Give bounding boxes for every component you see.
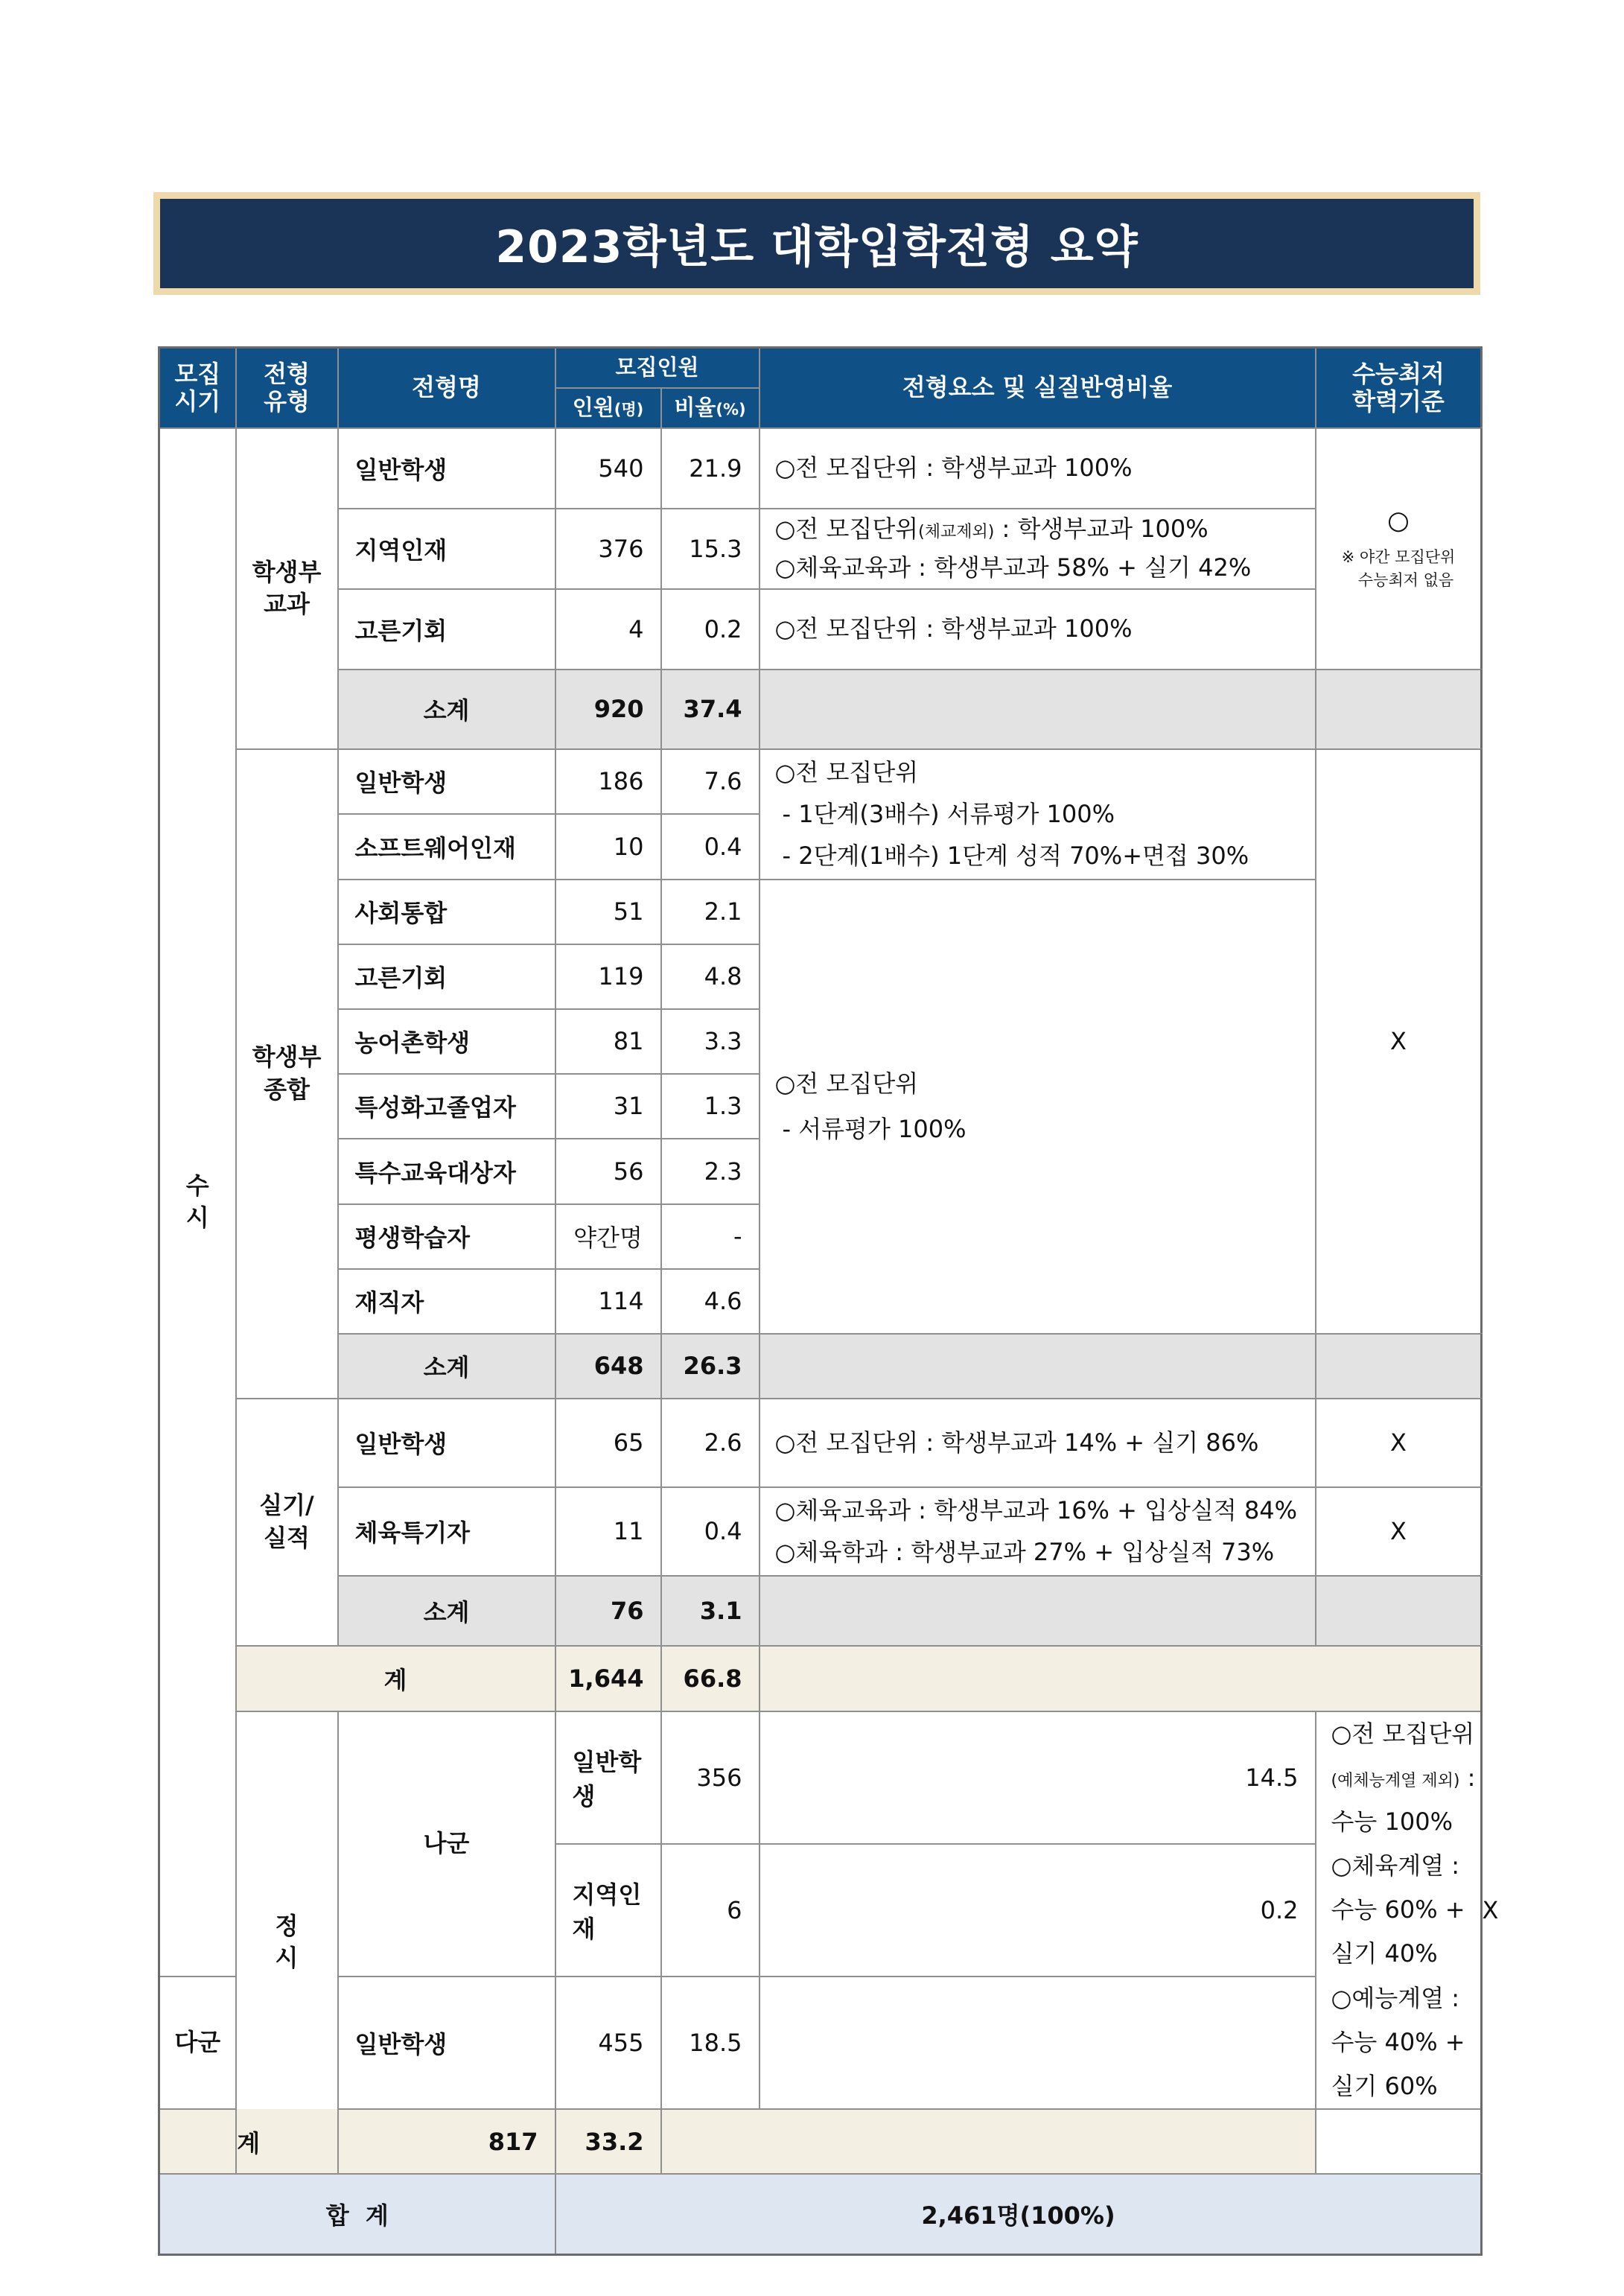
total-count: 1,644 [555, 1646, 661, 1711]
grand-total-value: 2,461명(100%) [555, 2174, 1482, 2254]
row-name: 일반학생 [338, 749, 555, 814]
minimum-gyogwa: ○ ※ 야간 모집단위 수능최저 없음 [1316, 428, 1482, 670]
row-count: 356 [661, 1711, 760, 1844]
total-count: 817 [338, 2109, 555, 2174]
table-row [159, 1977, 1482, 2109]
table-row [159, 1399, 1482, 1487]
row-count: 114 [555, 1269, 661, 1334]
row-ratio: 1.3 [661, 1074, 760, 1139]
row-ratio: - [661, 1204, 760, 1269]
total-label: 계 [236, 1646, 555, 1711]
row-ratio: 0.2 [661, 589, 760, 670]
row-count: 119 [555, 944, 661, 1009]
row-elements: ○전 모집단위 : 학생부교과 100% [760, 428, 1316, 509]
row-name: 지역인재 [338, 509, 555, 589]
type-na: 나군 [338, 1711, 555, 1977]
row-name: 고른기회 [338, 589, 555, 670]
table-row [159, 749, 1482, 814]
subtotal-label: 소계 [338, 1334, 555, 1399]
total-ratio: 66.8 [661, 1646, 760, 1711]
row-ratio: 0.2 [760, 1844, 1316, 1977]
row-ratio: 7.6 [661, 749, 760, 814]
row-ratio: 0.4 [661, 814, 760, 880]
total-label: 계 [159, 2109, 338, 2174]
total-blank [760, 1646, 1482, 1711]
row-ratio: 2.6 [661, 1399, 760, 1487]
row-count: 51 [555, 880, 661, 944]
row-count: 4 [555, 589, 661, 670]
row-name: 소프트웨어인재 [338, 814, 555, 880]
table-row [159, 589, 1482, 670]
row-name: 체육특기자 [338, 1487, 555, 1576]
total-row [159, 2109, 1482, 2174]
table-row [159, 1487, 1482, 1576]
subtotal-minimum [1316, 1334, 1482, 1399]
row-ratio: 0.4 [661, 1487, 760, 1576]
row-ratio: 18.5 [661, 1977, 760, 2109]
row-name: 고른기회 [338, 944, 555, 1009]
subtotal-elements [760, 1334, 1316, 1399]
row-name: 평생학습자 [338, 1204, 555, 1269]
page-title: 2023학년도 대학입학전형 요약 [495, 221, 1139, 273]
grand-total-row [159, 2174, 1482, 2254]
subtotal-elements [760, 670, 1316, 749]
row-name: 일반학생 [338, 428, 555, 509]
subtotal-row [159, 670, 1482, 749]
minimum-jonghap: X [1316, 749, 1482, 1334]
type-gyogwa: 학생부 교과 [236, 428, 338, 749]
subtotal-count: 648 [555, 1334, 661, 1399]
row-name: 재직자 [338, 1269, 555, 1334]
row-name: 특수교육대상자 [338, 1139, 555, 1204]
row-minimum: X [1316, 1487, 1482, 1576]
row-ratio: 15.3 [661, 509, 760, 589]
total-ratio: 33.2 [555, 2109, 661, 2174]
row-count: 6 [661, 1844, 760, 1977]
type-jonghap: 학생부 종합 [236, 749, 338, 1399]
row-ratio: 4.6 [661, 1269, 760, 1334]
subtotal-ratio: 3.1 [661, 1576, 760, 1646]
row-name: 지역인재 [555, 1844, 661, 1977]
row-minimum: X [1316, 1399, 1482, 1487]
elements-jonghap-b: ○전 모집단위 - 서류평가 100% [760, 880, 1316, 1334]
period-jeongsi: 정 시 [236, 1711, 338, 2175]
row-elements: ○체육교육과 : 학생부교과 16% + 입상실적 84% ○체육학과 : 학생부교과 27% + 입상실적 73% [760, 1487, 1316, 1576]
subtotal-label: 소계 [338, 1576, 555, 1646]
header-elements: 전형요소 및 실질반영비율 [760, 348, 1316, 428]
type-silgi: 실기/ 실적 [236, 1399, 338, 1646]
page-title-banner [153, 192, 1480, 295]
subtotal-minimum [1316, 670, 1482, 749]
row-elements: ○전 모집단위(체교제외) : 학생부교과 100% ○체육교육과 : 학생부교과 58% + 실기 42% [760, 509, 1316, 589]
row-name: 일반학생 [338, 1977, 555, 2109]
row-count: 376 [555, 509, 661, 589]
subtotal-label: 소계 [338, 670, 555, 749]
row-ratio: 14.5 [760, 1711, 1316, 1844]
row-elements: ○전 모집단위 : 학생부교과 14% + 실기 86% [760, 1399, 1316, 1487]
table-row [159, 428, 1482, 509]
header-quota: 모집인원 [555, 348, 760, 388]
table-row: 정 시 나군 일반학생 356 14.5 ○전 모집단위(예체능계열 제외) : 수능 100% ○체육계열 : 수능 60% + 실기 40% ○예능계열 : 수능 40% + 실기 60% X [159, 1711, 1482, 1844]
row-name: 일반학생 [338, 1399, 555, 1487]
header-period: 모집 시기 [159, 348, 236, 428]
elements-jeongsi: ○전 모집단위(예체능계열 제외) : 수능 100% ○체육계열 : 수능 60% + 실기 40% ○예능계열 : 수능 40% + 실기 60% [1316, 1711, 1482, 2110]
total-blank [661, 2109, 1316, 2174]
subtotal-ratio: 26.3 [661, 1334, 760, 1399]
row-name: 일반학생 [555, 1711, 661, 1844]
row-ratio: 3.3 [661, 1009, 760, 1074]
row-ratio: 2.1 [661, 880, 760, 944]
row-count: 10 [555, 814, 661, 880]
subtotal-elements [760, 1576, 1316, 1646]
subtotal-row [159, 1334, 1482, 1399]
header-count: 인원(명) [555, 388, 661, 428]
header-ratio: 비율(%) [661, 388, 760, 428]
row-count: 11 [555, 1487, 661, 1576]
row-ratio: 2.3 [661, 1139, 760, 1204]
grand-total-label: 합 계 [159, 2174, 555, 2254]
subtotal-count: 76 [555, 1576, 661, 1646]
total-row [159, 1646, 1482, 1711]
row-name: 사회통합 [338, 880, 555, 944]
row-count: 65 [555, 1399, 661, 1487]
row-ratio: 21.9 [661, 428, 760, 509]
row-count: 31 [555, 1074, 661, 1139]
header-row [159, 348, 1482, 388]
period-susi: 수 시 [159, 428, 236, 1977]
row-count: 약간명 [555, 1204, 661, 1269]
header-type: 전형 유형 [236, 348, 338, 428]
admission-summary-table [158, 346, 1499, 2256]
subtotal-ratio: 37.4 [661, 670, 760, 749]
row-count: 81 [555, 1009, 661, 1074]
subtotal-minimum [1316, 1576, 1482, 1646]
elements-jonghap-a: ○전 모집단위 - 1단계(3배수) 서류평가 100% - 2단계(1배수) 1단계 성적 70%+면접 30% [760, 749, 1316, 880]
table-row [159, 880, 1482, 944]
subtotal-row [159, 1576, 1482, 1646]
header-minimum: 수능최저 학력기준 [1316, 348, 1482, 428]
row-count: 455 [555, 1977, 661, 2109]
subtotal-count: 920 [555, 670, 661, 749]
row-ratio: 4.8 [661, 944, 760, 1009]
row-elements: ○전 모집단위 : 학생부교과 100% [760, 589, 1316, 670]
header-name: 전형명 [338, 348, 555, 428]
row-count: 186 [555, 749, 661, 814]
row-name: 농어촌학생 [338, 1009, 555, 1074]
type-da: 다군 [159, 1977, 236, 2109]
row-count: 540 [555, 428, 661, 509]
table-row [159, 509, 1482, 589]
row-count: 56 [555, 1139, 661, 1204]
row-name: 특성화고졸업자 [338, 1074, 555, 1139]
